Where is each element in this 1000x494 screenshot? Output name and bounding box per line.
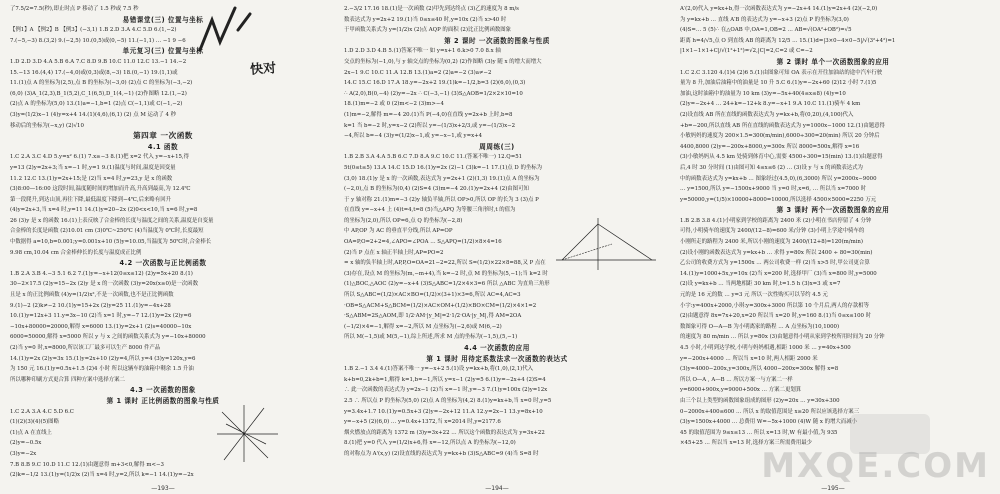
answer-line: 交点的坐标为(−1,0),与 y 轴交点的坐标为(0,2) (2)作图略 (3)y 随 x 的增大而增大 — [344, 58, 542, 65]
answer-line: 加油,这时油箱中的油量为 10 km (3)y=−5x+40(4≤x≤8) (4)y=10 — [680, 90, 846, 97]
answer-line: 合金棒的长度是函数 (2)10.01 cm (3)0℃~250℃ (4)当温度为 0℃时,长度最短 — [10, 228, 204, 235]
answer-line: 9.(1)−2 (2)k≠−2 10.(1)y=15+2x (2)y=25 11.(1)y=−4x+28 — [10, 302, 171, 309]
answer-line: ∴ A(2,0),B(0,−4) (2)y=−2x ∴ C(−3,−1) (3)S△AOB=1/2×2×10=10 — [344, 90, 523, 97]
handwritten-scribble-icon — [190, 0, 260, 58]
answer-line: 4.5 小时,小明到达学校,小明与妈妈相遇,相距 1000 米 … y=40x+500 — [680, 345, 851, 351]
answer-line: (3)y=(1/2)x−1 (4)y=x+4 14.(1)(4,6),(6,1) (2) 点 M 运动了 4 秒 — [10, 111, 176, 118]
answer-line: 6000=50000,解得 x=5000 所以 y 与 x 之间的函数关系式为 y=−10x+80000 — [10, 334, 206, 341]
answer-line: 数表达式为 y=2x+2 19.(1)当 0≤x≤40 时,y=10x (2)当 x>40 时 — [344, 16, 507, 23]
answer-line: −10x+80000=20000,解得 x=6000 13.(1)y=2x+1 (2)s=40000−10x — [10, 323, 192, 330]
answer-line: 15.−13 16.(4,4) 17.(−4,0)或(0,3)或(8,−3) 18.(0,−1) 19.(1,1)或 — [10, 69, 178, 76]
answer-line: (3)y=−2x — [10, 450, 37, 457]
answer-line: (2)由题意得 8x=7x+20,x=20 所以当 x=20 时,y=160 8.(1)当 0≤x≤100 时 — [680, 313, 872, 320]
answer-line: (4)y=2x+3,当 x=4 时,y=11 14.(1)y=20−2x (2)0<x<10,当 x=6 时,y=8 — [10, 207, 198, 214]
answer-line: 7.B 8.B 9.C 10.D 11.C 12.(1)由题意得 m+3<0,解得 m<−3 — [10, 461, 164, 468]
section-heading: 4.1 函数 — [147, 142, 179, 151]
answer-line: 18.(1)m=−2 或 0 (2)m<−2 (3)m>−4 — [344, 101, 444, 108]
answer-line: (3,0) 18.(1)y 是 x 的一次函数,表达式为 y=2x+1 (2)(1,3) 19.(1)点 A 的坐标为 — [344, 175, 540, 182]
answer-line: (1)(2)(3)(4)(5)图略 — [10, 419, 59, 426]
page-number: —193— — [151, 485, 175, 492]
answer-line: +b=−200,所以直线 AB 所在直线的函数表达式为 y=1000x−1000 12.(1)由题意得 — [680, 122, 885, 129]
answer-line: 1.B 2.B 3.8 4.(1)小明家到学校的距离为 2400 米 (2)小明在书店停留了 4 分钟 — [680, 217, 872, 224]
answer-line: 距离 h=4/√5,点 O 到直线 AB 的距离为 12/5 … 15.(1)d=|3×0−4×0−5|/√(3²+4²)=1 — [680, 37, 896, 44]
answer-line: 1.C 2.A 3.A 4.C 5.D 6.C — [10, 408, 74, 415]
answer-line: 9.98 cm,10.04 cm 合金棒伸长的长度与温度成正比例 — [10, 249, 142, 256]
answer-line: 30−2×17.5 (2)y=15−2x (2)y 是 x 的一次函数 (3)y=20x(x≥0)是一次函数 — [10, 281, 198, 288]
answer-line: 5t(0≤t≤5) 13.A 14.C 15.D 16.(1)y=2x (2)−1 (3)k=−1 17.(1)点 D 的坐标为 — [344, 164, 543, 171]
section-heading: 4.2 一次函数与正比例函数 — [119, 259, 207, 268]
answer-line: 2x−1 9.C 10.C 11.A 12.B 13.(1)a=2 (2)a=−2 (3)a≠−2 — [344, 69, 492, 76]
answer-line: 14.(1)y=1000+5x,y=10x (2)当 x=200 时,选择甲厂 (3)当 x=800 时,y=5000 — [680, 270, 877, 277]
answer-line: 数图象可得 O—A—B 为小明离家的路程 … A 点坐标为(10,1000) — [680, 323, 840, 330]
answer-line: ∴ 此一次函数的表达式为 y=2x−1 (2)当 x=−1 时,y=−3 7.(1)y=100x (2)y=12x — [344, 387, 548, 394]
answer-line: y=−200x+4000 … 所以当 x=10 时,两人相距 2000 米 — [680, 355, 818, 362]
section-heading: 第 2 课时 一次函数的图象与性质 — [444, 36, 550, 45]
answer-line: 4400,8000 (2)y=−200x+8000,y=300x 所以 8000=500x,解得 x=16 — [680, 143, 860, 150]
answer-line: 2.5 ∴ 所以点 P 的坐标为(5,0) (2)点 A 的坐标为(4,2) 8.(1)y=kx+b,当 x=0 时,y=5 — [344, 397, 552, 404]
answer-line: ×45+25 … 所以当 x=13 时,选择方案三所需费用最少 — [680, 440, 812, 447]
answer-line: (2)点 A 的坐标为(5,0) 13.(1)a=−1,b=1 (2)点 C(−1,1)或 C(−1,−2) — [10, 101, 183, 108]
answer-line: 的对称点为 A'(x,y) (2)设直线的表达式为 y=kx+b (3)S△ABC=9 (4)当 S=8 时 — [344, 450, 539, 457]
section-heading: 第四章 一次函数 — [133, 131, 193, 141]
answer-line: 所以哪种印刷方式更合算 四种方案中选择方案二 — [10, 376, 125, 383]
answer-line: 1.D 2.D 3.D 4.A 5.B 6.A 7.C 8.D 9.B 10.C 11.0 12.C 13.−1 14.−2 — [10, 58, 187, 65]
answer-line: 的速度为 80 m/min … 所以 y=80x (3)由题意得小明从家到学校所用时间为 20 分钟 — [680, 334, 885, 341]
answer-line: y=6000+900x,y=9000+500x … 方案二更划算 — [680, 387, 802, 394]
handwritten-note: 快对 — [249, 61, 277, 78]
answer-line: 中的函数表达式为 y=kx+b … 图象经过(4.5,0),(6,3000) 所以 y=2000x−9000 — [680, 175, 877, 182]
answer-line: 11.(1)点 A 的坐标为(2,5),点 B 的坐标为(−3,0) (2)点 C 的坐标为(−3,−2) — [10, 80, 193, 87]
proportional-function-graph — [212, 402, 282, 464]
answer-line: 在直线 y=−x+4 上 (4)t=4,t=8 (5)当△APQ 为等腰三角形时,t 的值为 — [344, 207, 516, 214]
answer-line: y=−x+5 (2)(6,0) … y=0.4x+1372,当 x=2014 时,y=2177.6 — [344, 419, 501, 426]
answer-line: (3)8:00—16:00 这段时间,温度随时间的增加而升高,升高到最高,为 12.4℃ — [10, 186, 191, 193]
answer-line: 【例1】A 【例2】B 【例3】(−3,1) 1.B 2.D 3.A 4.C 5.D 6.(1,−2) — [10, 27, 177, 34]
answer-line: (1)点 A 在直线上 — [10, 429, 52, 436]
section-heading: 4.4 一次函数的应用 — [464, 344, 530, 352]
answer-line: 的坐标为(2,0),所以 OP=6,点 Q 的坐标为(−2,8) — [344, 217, 463, 224]
answer-line: (3)y=1500x+4000 … 总费用 W=−5x+1000 (4)W 随 x 的增大而减小 — [680, 419, 857, 426]
answer-line: 量为 8 升,加油后油箱中的油量是 10 升 5.C 6.(1)y=−2x+60 (2)12 小时 7.(1)5 — [680, 80, 877, 87]
answer-line: 烟火燃放点的距离为 1372 m (3)y=3x+22 … 所以这个函数的表达式为 y=3x+22 — [344, 429, 545, 436]
answer-line: (2)设直线 AB 所在直线的函数表达式为 y=kx+b,将(0,20),(4,100)代入 — [680, 111, 854, 118]
answer-line: A′(2,0)代入 y=kx+b,得一次函数表达式为 y=−2x+4 14.(1)y=2x+4 (2)(−2,0) — [680, 6, 878, 12]
answer-line: 移动后的坐标为(−x,y) (2)√10 — [10, 122, 84, 129]
answer-line: 所以 M(−1,5)或 M(5,−1),综上所述,所求 M 点的坐标为(−1,5),(5,−1) — [344, 334, 518, 341]
answer-line: 于 y 轴对称 21.(1)m=−3 (2)y 轴负半轴,所以 OP>0,所以 OP 的长为 3 (3)点 P — [344, 196, 539, 203]
answer-line: = x 轴的负半轴上时,AP,P,O=OA=21−2=22,所以 S=(1/2)×22×8=88,又 P 点在 — [344, 260, 546, 267]
answer-line: 所以 S△ABC=(1/2)×AC×BO=(1/2)×(3+1)×3=6,所以 AC=4,AC=3 — [344, 292, 521, 299]
answer-line: ·S△ABM=2S△AOM,即 1/2·AM·|y_M|=2·1/2·OA·|y_M|,得 AM=2OA — [344, 313, 522, 320]
answer-line: (2)当 P 点在 x 轴正半轴上时,AP=PO=2 — [344, 249, 444, 256]
section-heading: 第 1 课时 正比例函数的图象与性质 — [106, 396, 220, 405]
answer-line: 小刚所走的路程为 2400 米,所以小刚的速度为 2400/(12+8)=120(m/min) — [680, 239, 864, 246]
answer-line: |1×1−1×1+C|/√(1²+1²)=√2,|C|=2,C=2 或 C=−2 — [680, 48, 813, 55]
answer-line: 10.(1)y=12x+3 11.y=3x−10 (2)当 x=1 时,y=−7 12.(1)y=2x (2)y=6 — [10, 313, 192, 320]
answer-line: 第一段爬升,到达山顶,再往下降,最低温度下降到−4℃,后来略有回升 — [10, 196, 171, 203]
section-heading: 第 3 课时 两个一次函数图象的应用 — [776, 206, 890, 215]
page-number: —194— — [485, 485, 509, 492]
answer-line: 1.D 2.D 3.D 4.B 5.(1)答案不唯一 如 y=x+1 6.k>0 7.0 8.x 轴 — [344, 48, 501, 55]
answer-line: 0−2000x+400≤600 … 所以 x 的取值范围是 x≥20 所以应该选择方案三 — [680, 408, 860, 415]
page-number: —195— — [821, 485, 845, 492]
answer-line: 了7.5/2=7.5(秒),即止时点 P 移动了 1.5 秒或 7.5 秒 — [10, 6, 139, 12]
answer-line: y=13 (2)y=2x+3;当 x=−1 时,y=1 9.(1)温度与时间,温度是因变量 — [10, 164, 176, 171]
answer-line: (2)y=−2x+4 … 24+k=−12+k 8.y=−x+1 9.A 10.C 11.(1)骑车 4 km — [680, 101, 861, 108]
section-heading: 周周练(三) — [479, 142, 515, 151]
answer-line: 为 150 元 16.(1)y=0.5x+1.5 (2)4 小时 所以这辆车的油箱中剩余 1.5 升油 — [10, 366, 194, 373]
answer-line: −4,所以 b=−4 (3)y=(1/2)x−1,或 y=−x−1,或 y=x+4 — [344, 133, 483, 140]
answer-line: 26 (3)y 是 x 的函数 16.(1)上表反映了合金棒的长度与温度之间的关系,温度是自变量 — [10, 217, 214, 224]
answer-line: 45 的取值范围为 9≤x≤13 … 所以 x=13 时,W 有最小值,为 935 — [680, 429, 838, 436]
answer-line: 于甲函数关系式为 y=(1/2)x (2)点 AQP 的面积 (2)比正比例函数图象 — [344, 27, 512, 34]
answer-line: (2)k=−1/2 13.(1)y=(1/2)x (2)当 x=4 时,y=2,所以 k=−1 14.(1)y=−2x — [10, 472, 194, 479]
answer-line: 小敏妈妈的速度为 200×1.5=300(m/min),6000÷300=20(min) 所以 20 分钟后 — [680, 133, 880, 140]
answer-line: (1)△BOC,△AOC (2)y=−x+4 (3)S△ABC=1/2×4×3=6 所以 △ABC 为直角三角形 — [344, 281, 550, 288]
answer-line: (2)当 y=0 时,x=8000,所以该工厂最多可以生产 8000 件产品 — [10, 345, 161, 351]
answer-line: (−2,0),点 B 的坐标为(0,4) (2)S=4 (3)m=−4 20.(1)y=2x+4 (2)由图可知 — [344, 186, 529, 193]
answer-line: (6,0) (3)A_1(2,3),B_1(5,2),C_1(6,5),D_1(4,−1) (2)作图略 12.(1,−2) — [10, 90, 187, 97]
answer-line: 1.B 2.−1 3.4 4.(1)答案不唯一 y=−x+2 5.(1)设 y=kx+b,将(1,0),(2,1)代入 — [344, 366, 534, 373]
answer-line: 中 AP,OP 为 AC 的垂直平分线,所以 AP=OP — [344, 228, 453, 235]
answer-line: k=1 当 b=−2 时,y=x−2 (2)所以 y=−(1/3)x+2/3,或 y=−(1/3)x−2 — [344, 122, 516, 129]
answer-line: (3)y=4000−200x,y=300x,所以 4000−200x=300x 解得 x=8 — [680, 366, 839, 373]
answer-line: 2.−3/2 17.16 18.(1)是一次函数 (2)甲先到达终点 (3)乙的速度为 8 m/s — [344, 6, 519, 12]
answer-page-195 — [674, 0, 992, 494]
answer-line: (3)小敏妈妈从 4.5 km 处骑到体育中心,需要 4500÷300=15(min) 13.(1)由题意得 — [680, 154, 883, 161]
answer-line: 且是 x 的正比例函数 (4)y=(1/2)x²,不是一次函数,也不是正比例函数 — [10, 292, 174, 299]
answer-line: (3)存在,设点 M 的坐标为(m,−m+4),当 k=−2 时,点 M 的坐标为(5,−1);当 k=2 时 — [344, 270, 548, 277]
answer-line: 1.B 2.B 3.A 4.A 5.B 6.C 7.D 8.A 9.C 10.C 11.(答案不唯一) 12.Q=51 — [344, 154, 523, 161]
answer-line: (1)m=−2,解得 m=−4 20.(1)当 P(−4,0)在直线 y=2x+b 上时,b=8 — [344, 111, 513, 118]
coordinate-triangle-figure — [552, 214, 662, 274]
answer-line: OA=P,O=2+2=4,∠APO=∠POA … S△APQ=(1/2)×8×4=16 — [344, 239, 502, 246]
answer-line: 1.C 2.C 3.120 4.(1)4 (2)6 5.(1)由图象可知 OA 表示在开往加油站的途中汽车行驶 — [680, 69, 883, 76]
answer-line: 中数据得 a=10,b=0.001;y=0.001x+10 (5)y=10.05,当温度为 50℃时,合金棒长 — [10, 239, 212, 246]
answer-line: 8.(1)把 y=0 代入 y=(1/2)x+6,得 x=−12,所以点 A 的坐标为(−12,0) — [344, 440, 516, 447]
answer-line: 7.(−5,−3) 8.(3,2) 9.(−2,5) 10.(0,5)或(0,−5) 11.(−1,1) … −1 9 −6 — [10, 37, 186, 44]
answer-line: (2)设 y=kx+b … 当两地相距 30 km 时,t=1.5 h (3)x=3 或 x=7 — [680, 281, 841, 288]
answer-line: 所以 O—A , A—B … 所以方案一与方案二一样 — [680, 376, 793, 383]
answer-line: … y=1500,所以 y=−1500x+9000 当 y=0 时,x=6, … 所以当 x=7000 时 — [680, 186, 867, 193]
section-heading: 4.3 一次函数的图象 — [130, 386, 196, 395]
answer-line: (2)设小刚的函数表达式为 y=kx+b … 求得 y=80x 所以 2400 ÷ 80=30(min) — [680, 249, 873, 256]
answer-line: 乙公司的收费方式为 y=1500x … 两公司收费一样 (2)当 x>5 时,甲公司更合算 — [680, 260, 870, 267]
answer-line: y=3.4x+1.7 10.(1)y=0.5x+3 (2)y=−2x+12 11.A 12.y=2x−1 13.y=8x+10 — [344, 408, 543, 415]
section-heading: 第 1 课时 用待定系数法求一次函数的表达式 — [426, 354, 568, 363]
answer-line: 元的是 16 元的数 … y=3 元 所以一次性购买可以节约 4.5 元 — [680, 292, 828, 299]
answer-line: 可得,小明骑车的速度为 2400/(12−8)=600 米/分钟 (3)小明上学途中骑车的 — [680, 228, 865, 235]
answer-line: (2)y=−0.5x — [10, 440, 42, 447]
section-heading: 易错课堂(三) 位置与坐标 — [122, 15, 204, 24]
watermark: MXQE.COM — [761, 446, 990, 486]
answer-line: 14.(1)y=2x (2)y=3x 15.(1)y=2x+10 (2)y=4,所以 y=4 (3)y=120x,y=6 — [10, 355, 196, 362]
section-heading: 单元复习(三) 位置与坐标 — [122, 47, 204, 56]
answer-line: 为 y=kx+b … 直线 A′B 的表达式为 y=−x+3 (2)点 P 的坐标为(3,0) — [680, 16, 849, 23]
answer-line: (−1/2)×4=−1,解得 x=−2,所以 M 点坐标为(−2,6)或 M(6,−2) — [344, 323, 502, 330]
section-heading: 第 2 课时 单个一次函数图象的应用 — [776, 57, 890, 66]
answer-line: 由三个以上类型的函数图象组成的图形 (2)y=20x … y=30x+300 — [680, 397, 840, 404]
answer-line: y=50000,y=(1/5)×10000+8000=10000,所以选择 4500×5000=2250 万元 — [680, 196, 877, 203]
answer-line: k+b=0,2k+b=1,解得 k=1,b=−1,所以 y=x−1 (2)y=5 6.(1)y=−2x+4 (2)S=4 — [344, 376, 546, 383]
answer-line: 11.2 12.C 13.(1)y=2x+15;是 (2)当 x=4 时,y=23,y 是 x 的函数 — [10, 175, 173, 182]
answer-line: 后,4 时 30 分时间 (1)由图可知 4≤x≤6 (2) … (3)设 y 与 x 的函数表达式为 — [680, 164, 863, 171]
answer-line: (4)S=… 5 (5)∴ 在△OAB 中,OA=1,OB=2 … AB=√(OA²+OB²)=√5 — [680, 27, 852, 34]
answer-line: 14.C 15.C 16.D 17.A 18.y=−2x+2 19.(1)k=−1/2,b=3 (2)(6,0),(0,3) — [344, 80, 526, 87]
answer-line: 1.B 2.A 3.B 4.−3 5.1 6.2 7.(1)y=−x+12(0≤x≤12) (2)y=5x+20 8.(1) — [10, 270, 193, 277]
answer-line: ·OB=S△ACM+S△BCM=(1/2)×AC×OM+(1/2)×BO×CM=(1/2)×4×1=2 — [344, 302, 537, 309]
answer-line: 1.C 2.A 3.C 4.D 5.y=x² 6.(1) 7.x≥−3 8.(1)把 x=2 代入 y=−x+15,得 — [10, 154, 190, 161]
answer-line: 小宇:y=400x+2000,小琪:y=300x+3000 所以第 10 个月后,两人的存款相等 — [680, 302, 869, 309]
